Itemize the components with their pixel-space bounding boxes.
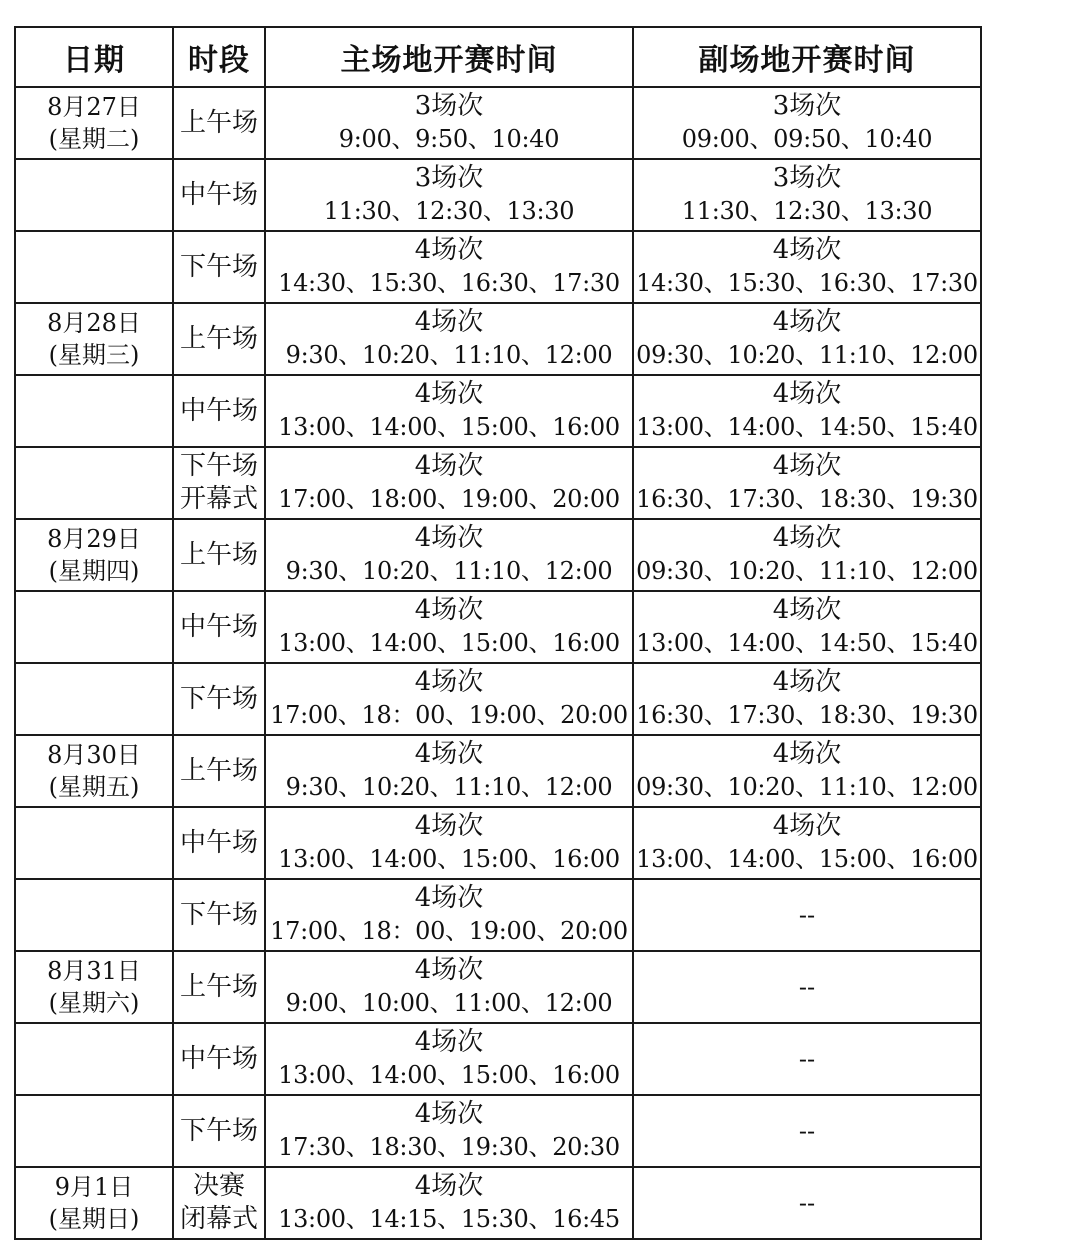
table-row xyxy=(15,519,981,591)
table-row xyxy=(15,1095,981,1167)
match-count: 4场次 xyxy=(414,307,484,337)
sub-venue-cell xyxy=(633,735,981,807)
period-label: 中午场 xyxy=(179,179,258,210)
header-period: 时段 xyxy=(173,27,265,87)
main-venue-cell xyxy=(265,663,633,735)
table-row xyxy=(15,1167,981,1239)
table-row xyxy=(15,375,981,447)
period-cell xyxy=(173,87,265,159)
table-body xyxy=(15,87,981,1239)
table-row xyxy=(15,951,981,1023)
match-count: 4场次 xyxy=(414,1099,484,1129)
match-times: 11:30、12:30、13:30 xyxy=(323,197,575,225)
match-count: 4场次 xyxy=(772,667,842,697)
table-row xyxy=(15,303,981,375)
date-cell xyxy=(15,1167,173,1239)
match-count: 4场次 xyxy=(414,667,484,697)
match-times: 13:00、14:00、15:00、16:00 xyxy=(278,1061,620,1089)
match-times: 17:00、18:00、19:00、20:00 xyxy=(278,485,620,513)
match-count: 4场次 xyxy=(414,235,484,265)
match-count: 4场次 xyxy=(414,811,484,841)
date-cell xyxy=(15,951,173,1023)
date-cell xyxy=(15,1023,173,1095)
main-venue-cell xyxy=(265,1095,633,1167)
match-count: 4场次 xyxy=(772,523,842,553)
table-row xyxy=(15,87,981,159)
weekday-label: (星期日) xyxy=(48,1205,140,1233)
header-main-venue: 主场地开赛时间 xyxy=(265,27,633,87)
date-cell xyxy=(15,1095,173,1167)
match-times: 13:00、14:00、14:50、15:40 xyxy=(636,629,978,657)
period-cell xyxy=(173,159,265,231)
match-count: 4场次 xyxy=(772,739,842,769)
table-row xyxy=(15,591,981,663)
main-venue-cell xyxy=(265,303,633,375)
match-times: 9:30、10:20、11:10、12:00 xyxy=(285,557,613,585)
period-label: 决赛 xyxy=(192,1171,245,1201)
sub-venue-cell xyxy=(633,303,981,375)
empty-slot-dash: -- xyxy=(798,1116,816,1145)
sub-venue-cell xyxy=(633,951,981,1023)
sub-venue-cell xyxy=(633,1023,981,1095)
match-count: 4场次 xyxy=(772,811,842,841)
table-row xyxy=(15,879,981,951)
table-row xyxy=(15,807,981,879)
match-count: 4场次 xyxy=(414,739,484,769)
period-label: 下午场 xyxy=(179,251,258,282)
match-times: 09:30、10:20、11:10、12:00 xyxy=(636,773,978,801)
match-count: 4场次 xyxy=(414,451,484,481)
date-cell xyxy=(15,807,173,879)
empty-slot-dash: -- xyxy=(798,1044,816,1073)
weekday-label: (星期四) xyxy=(48,557,140,585)
table-row xyxy=(15,231,981,303)
match-count: 3场次 xyxy=(772,91,842,121)
period-cell xyxy=(173,663,265,735)
period-label: 上午场 xyxy=(179,755,258,786)
date-cell xyxy=(15,87,173,159)
main-venue-cell xyxy=(265,807,633,879)
match-times: 9:30、10:20、11:10、12:00 xyxy=(285,773,613,801)
period-label: 闭幕式 xyxy=(179,1204,258,1234)
weekday-label: (星期六) xyxy=(48,989,140,1017)
date-cell xyxy=(15,663,173,735)
date-cell xyxy=(15,879,173,951)
empty-slot-dash: -- xyxy=(798,900,816,929)
date-cell xyxy=(15,159,173,231)
date-label: 8月27日 xyxy=(47,93,141,121)
match-count: 4场次 xyxy=(414,379,484,409)
sub-venue-cell xyxy=(633,231,981,303)
match-count: 4场次 xyxy=(414,523,484,553)
date-cell xyxy=(15,303,173,375)
match-count: 4场次 xyxy=(414,1171,484,1201)
match-count: 3场次 xyxy=(414,91,484,121)
date-label: 9月1日 xyxy=(54,1173,134,1201)
match-count: 4场次 xyxy=(772,595,842,625)
match-count: 4场次 xyxy=(414,955,484,985)
match-count: 4场次 xyxy=(414,883,484,913)
sub-venue-cell xyxy=(633,807,981,879)
header-sub-venue: 副场地开赛时间 xyxy=(633,27,981,87)
empty-slot-dash: -- xyxy=(798,972,816,1001)
match-times: 09:30、10:20、11:10、12:00 xyxy=(636,341,978,369)
main-venue-cell xyxy=(265,159,633,231)
match-times: 17:00、18：00、19:00、20:00 xyxy=(270,917,628,945)
period-cell xyxy=(173,1167,265,1239)
period-label: 上午场 xyxy=(179,107,258,138)
table-row xyxy=(15,447,981,519)
main-venue-cell xyxy=(265,591,633,663)
match-times: 11:30、12:30、13:30 xyxy=(681,197,933,225)
match-count: 4场次 xyxy=(772,379,842,409)
sub-venue-cell xyxy=(633,879,981,951)
main-venue-cell xyxy=(265,519,633,591)
match-times: 14:30、15:30、16:30、17:30 xyxy=(636,269,978,297)
match-times: 9:30、10:20、11:10、12:00 xyxy=(285,341,613,369)
main-venue-cell xyxy=(265,87,633,159)
sub-venue-cell xyxy=(633,447,981,519)
sub-venue-cell xyxy=(633,1095,981,1167)
match-times: 16:30、17:30、18:30、19:30 xyxy=(636,485,978,513)
period-label: 上午场 xyxy=(179,323,258,354)
period-cell xyxy=(173,807,265,879)
match-times: 09:30、10:20、11:10、12:00 xyxy=(636,557,978,585)
date-cell xyxy=(15,375,173,447)
main-venue-cell xyxy=(265,879,633,951)
period-cell xyxy=(173,375,265,447)
sub-venue-cell xyxy=(633,87,981,159)
period-cell xyxy=(173,879,265,951)
period-cell xyxy=(173,231,265,303)
period-cell xyxy=(173,735,265,807)
match-times: 9:00、10:00、11:00、12:00 xyxy=(285,989,613,1017)
main-venue-cell xyxy=(265,1023,633,1095)
date-cell xyxy=(15,591,173,663)
sub-venue-cell xyxy=(633,159,981,231)
period-cell xyxy=(173,1023,265,1095)
header-row xyxy=(15,27,981,87)
period-label: 下午场 xyxy=(179,1115,258,1146)
match-count: 4场次 xyxy=(414,595,484,625)
period-label: 中午场 xyxy=(179,395,258,426)
sub-venue-cell xyxy=(633,663,981,735)
sub-venue-cell xyxy=(633,519,981,591)
date-cell xyxy=(15,447,173,519)
main-venue-cell xyxy=(265,231,633,303)
table-row xyxy=(15,735,981,807)
match-times: 13:00、14:00、15:00、16:00 xyxy=(278,413,620,441)
date-label: 8月29日 xyxy=(47,525,141,553)
empty-slot-dash: -- xyxy=(798,1188,816,1217)
weekday-label: (星期二) xyxy=(48,125,140,153)
table-row xyxy=(15,159,981,231)
header-date: 日期 xyxy=(15,27,173,87)
period-cell xyxy=(173,951,265,1023)
match-times: 13:00、14:00、14:50、15:40 xyxy=(636,413,978,441)
period-label: 上午场 xyxy=(179,971,258,1002)
table-header xyxy=(15,27,981,87)
match-times: 14:30、15:30、16:30、17:30 xyxy=(278,269,620,297)
main-venue-cell xyxy=(265,447,633,519)
match-times: 16:30、17:30、18:30、19:30 xyxy=(636,701,978,729)
weekday-label: (星期五) xyxy=(48,773,140,801)
schedule-table xyxy=(14,26,982,1240)
weekday-label: (星期三) xyxy=(48,341,140,369)
period-label: 下午场 xyxy=(179,683,258,714)
match-times: 17:30、18:30、19:30、20:30 xyxy=(278,1133,620,1161)
match-times: 17:00、18：00、19:00、20:00 xyxy=(270,701,628,729)
period-label: 中午场 xyxy=(179,611,258,642)
match-count: 3场次 xyxy=(414,163,484,193)
table-row xyxy=(15,663,981,735)
date-label: 8月28日 xyxy=(47,309,141,337)
match-count: 4场次 xyxy=(772,307,842,337)
match-count: 4场次 xyxy=(772,235,842,265)
period-label: 中午场 xyxy=(179,827,258,858)
period-label: 开幕式 xyxy=(179,484,258,514)
period-label: 上午场 xyxy=(179,539,258,570)
match-count: 3场次 xyxy=(772,163,842,193)
sub-venue-cell xyxy=(633,375,981,447)
date-label: 8月31日 xyxy=(47,957,141,985)
sub-venue-cell xyxy=(633,1167,981,1239)
date-cell xyxy=(15,231,173,303)
match-times: 13:00、14:00、15:00、16:00 xyxy=(278,845,620,873)
period-cell xyxy=(173,1095,265,1167)
match-times: 13:00、14:00、15:00、16:00 xyxy=(636,845,978,873)
match-times: 13:00、14:15、15:30、16:45 xyxy=(278,1205,620,1233)
period-cell xyxy=(173,591,265,663)
date-label: 8月30日 xyxy=(47,741,141,769)
main-venue-cell xyxy=(265,1167,633,1239)
date-cell xyxy=(15,519,173,591)
period-label: 下午场 xyxy=(179,899,258,930)
match-times: 13:00、14:00、15:00、16:00 xyxy=(278,629,620,657)
main-venue-cell xyxy=(265,951,633,1023)
main-venue-cell xyxy=(265,735,633,807)
match-times: 09:00、09:50、10:40 xyxy=(681,125,933,153)
period-cell xyxy=(173,303,265,375)
table-row xyxy=(15,1023,981,1095)
period-label: 中午场 xyxy=(179,1043,258,1074)
period-cell xyxy=(173,447,265,519)
match-count: 4场次 xyxy=(414,1027,484,1057)
period-label: 下午场 xyxy=(179,451,258,481)
sub-venue-cell xyxy=(633,591,981,663)
date-cell xyxy=(15,735,173,807)
match-count: 4场次 xyxy=(772,451,842,481)
main-venue-cell xyxy=(265,375,633,447)
match-times: 9:00、9:50、10:40 xyxy=(338,125,560,153)
period-cell xyxy=(173,519,265,591)
